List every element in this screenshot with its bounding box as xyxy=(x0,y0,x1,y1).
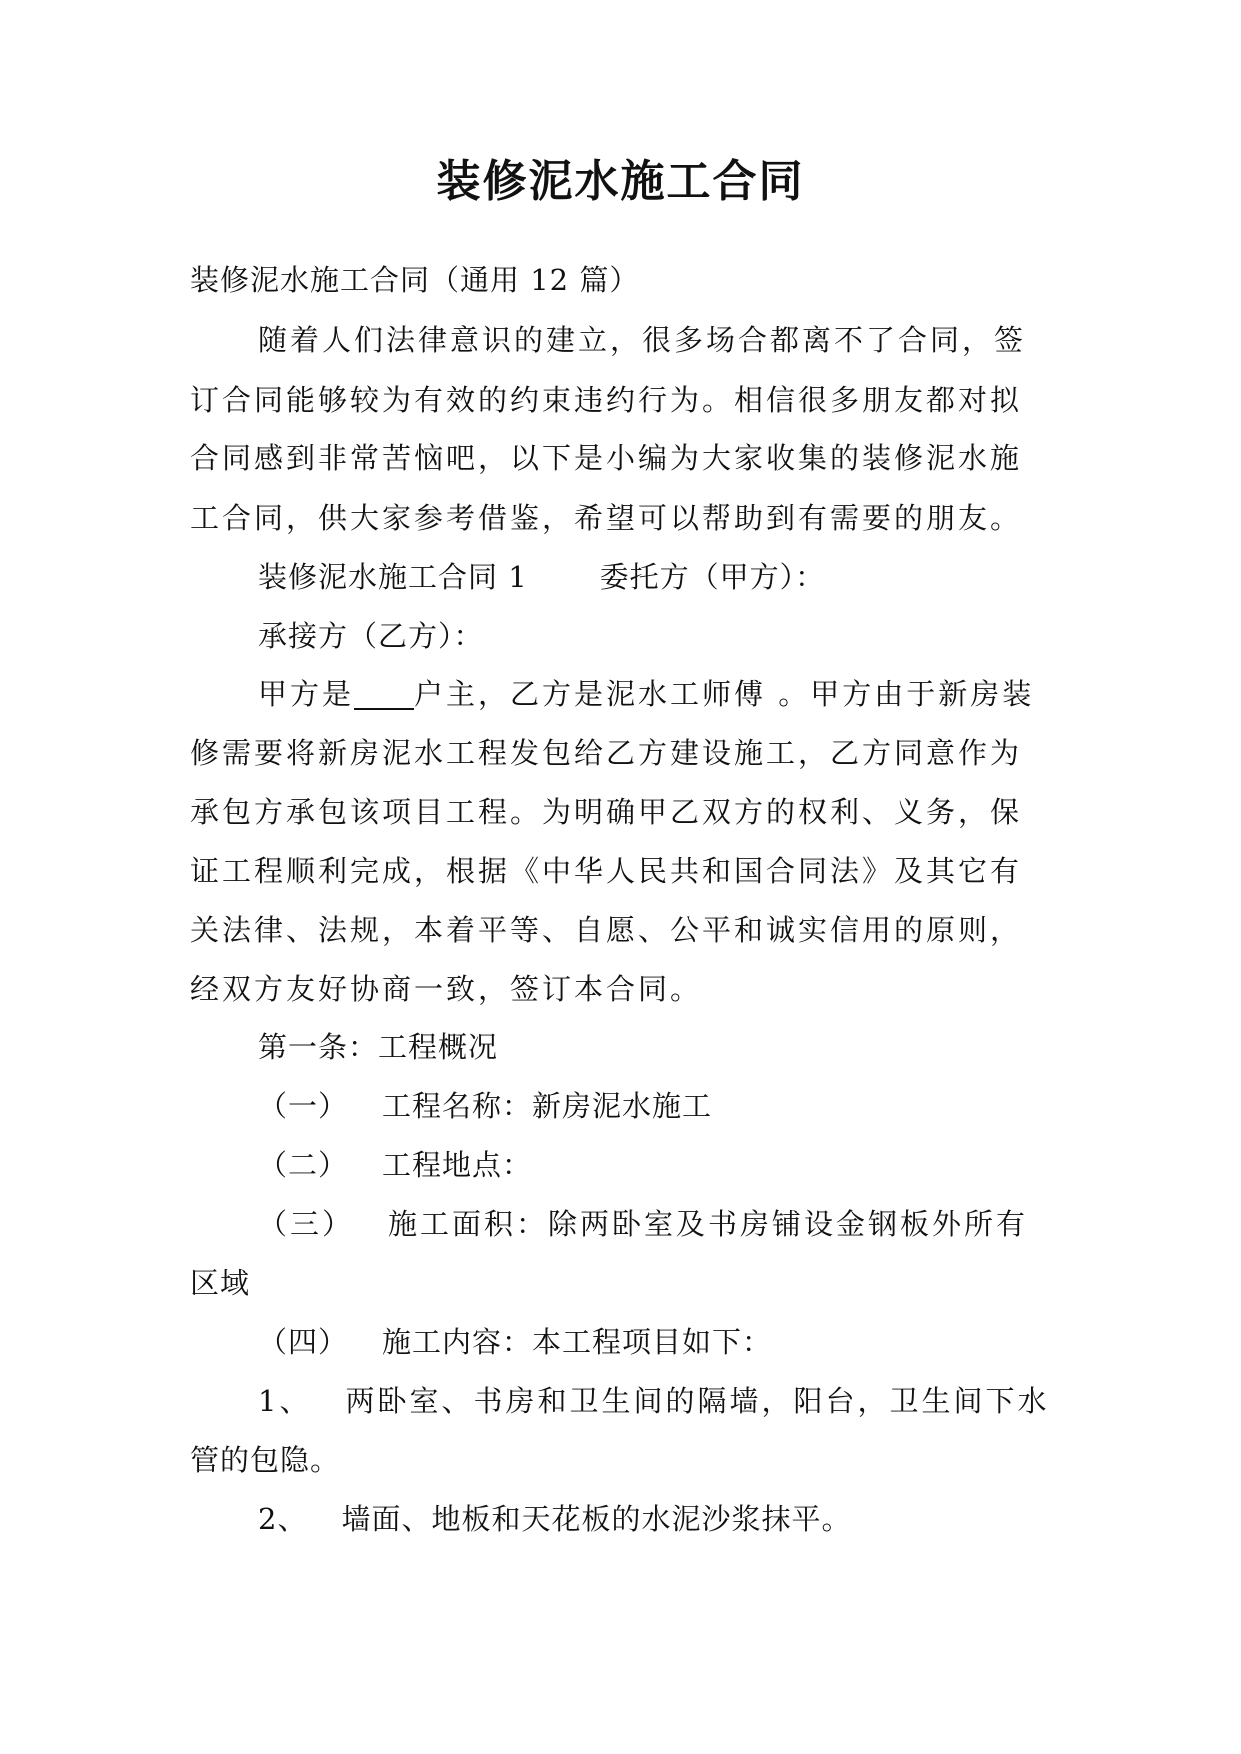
work-item-2 xyxy=(258,1497,851,1541)
party-b: 承接方（乙方）： xyxy=(258,619,484,653)
item-3-continued: 区域 xyxy=(190,1266,251,1300)
section-heading-line xyxy=(258,555,825,599)
page-title: 装修泥水施工合同 xyxy=(436,156,805,207)
item-4-label: （四） xyxy=(258,1325,349,1359)
item-3-label: （三） xyxy=(258,1207,355,1241)
para-line-2: 修需要将新房泥水工程发包给乙方建设施工，乙方同意作为 xyxy=(190,736,1023,770)
work-item-1-text: 两卧室、书房和卫生间的隔墙，阳台，卫生间下水 xyxy=(345,1384,1050,1418)
para-cont: 户主，乙方是泥水工师傅 。甲方由于新房装 xyxy=(414,677,1035,711)
para-line-5: 关法律、法规，本着平等、自愿、公平和诚实信用的原则， xyxy=(190,913,1023,947)
work-item-1 xyxy=(258,1379,1049,1423)
item-1-label: （一） xyxy=(258,1089,349,1123)
intro-line-4: 工合同，供大家参考借鉴，希望可以帮助到有需要的朋友。 xyxy=(190,501,1023,535)
item-2 xyxy=(258,1143,532,1187)
item-3-text: 施工面积：除两卧室及书房铺设金钢板外所有 xyxy=(388,1207,1029,1241)
item-1-text: 工程名称：新房泥水施工 xyxy=(382,1089,713,1123)
blank-field xyxy=(354,678,414,710)
para-line-4: 证工程顺利完成，根据《中华人民共和国合同法》及其它有 xyxy=(190,854,1023,888)
work-item-2-num: 2、 xyxy=(258,1502,308,1536)
intro-line-2: 订合同能够较为有效的约束违约行为。相信很多朋友都对拟 xyxy=(190,383,1023,417)
para-line-6: 经双方友好协商一致，签订本合同。 xyxy=(190,972,703,1006)
work-item-2-text: 墙面、地板和天花板的水泥沙浆抹平。 xyxy=(341,1502,852,1536)
para-line-3: 承包方承包该项目工程。为明确甲乙双方的权利、义务，保 xyxy=(190,795,1023,829)
item-4 xyxy=(258,1320,772,1364)
item-2-text: 工程地点： xyxy=(382,1148,533,1182)
item-3 xyxy=(258,1202,1028,1246)
document-subtitle: 装修泥水施工合同（通用 12 篇） xyxy=(190,263,640,297)
work-item-1-continued: 管的包隐。 xyxy=(190,1443,341,1477)
intro-line-1: 随着人们法律意识的建立，很多场合都离不了合同，签 xyxy=(258,323,1027,357)
para-start: 甲方是 xyxy=(258,677,355,711)
work-item-1-num: 1、 xyxy=(258,1384,312,1418)
item-4-text: 施工内容：本工程项目如下： xyxy=(382,1325,773,1359)
intro-line-3: 合同感到非常苦恼吧，以下是小编为大家收集的装修泥水施 xyxy=(190,441,1023,475)
item-1 xyxy=(258,1084,712,1128)
article-heading: 第一条：工程概况 xyxy=(258,1030,499,1064)
para-line-1 xyxy=(258,672,1034,716)
section-heading: 装修泥水施工合同 1 xyxy=(258,560,528,594)
item-2-label: （二） xyxy=(258,1148,349,1182)
party-a: 委托方（甲方）： xyxy=(599,560,826,594)
